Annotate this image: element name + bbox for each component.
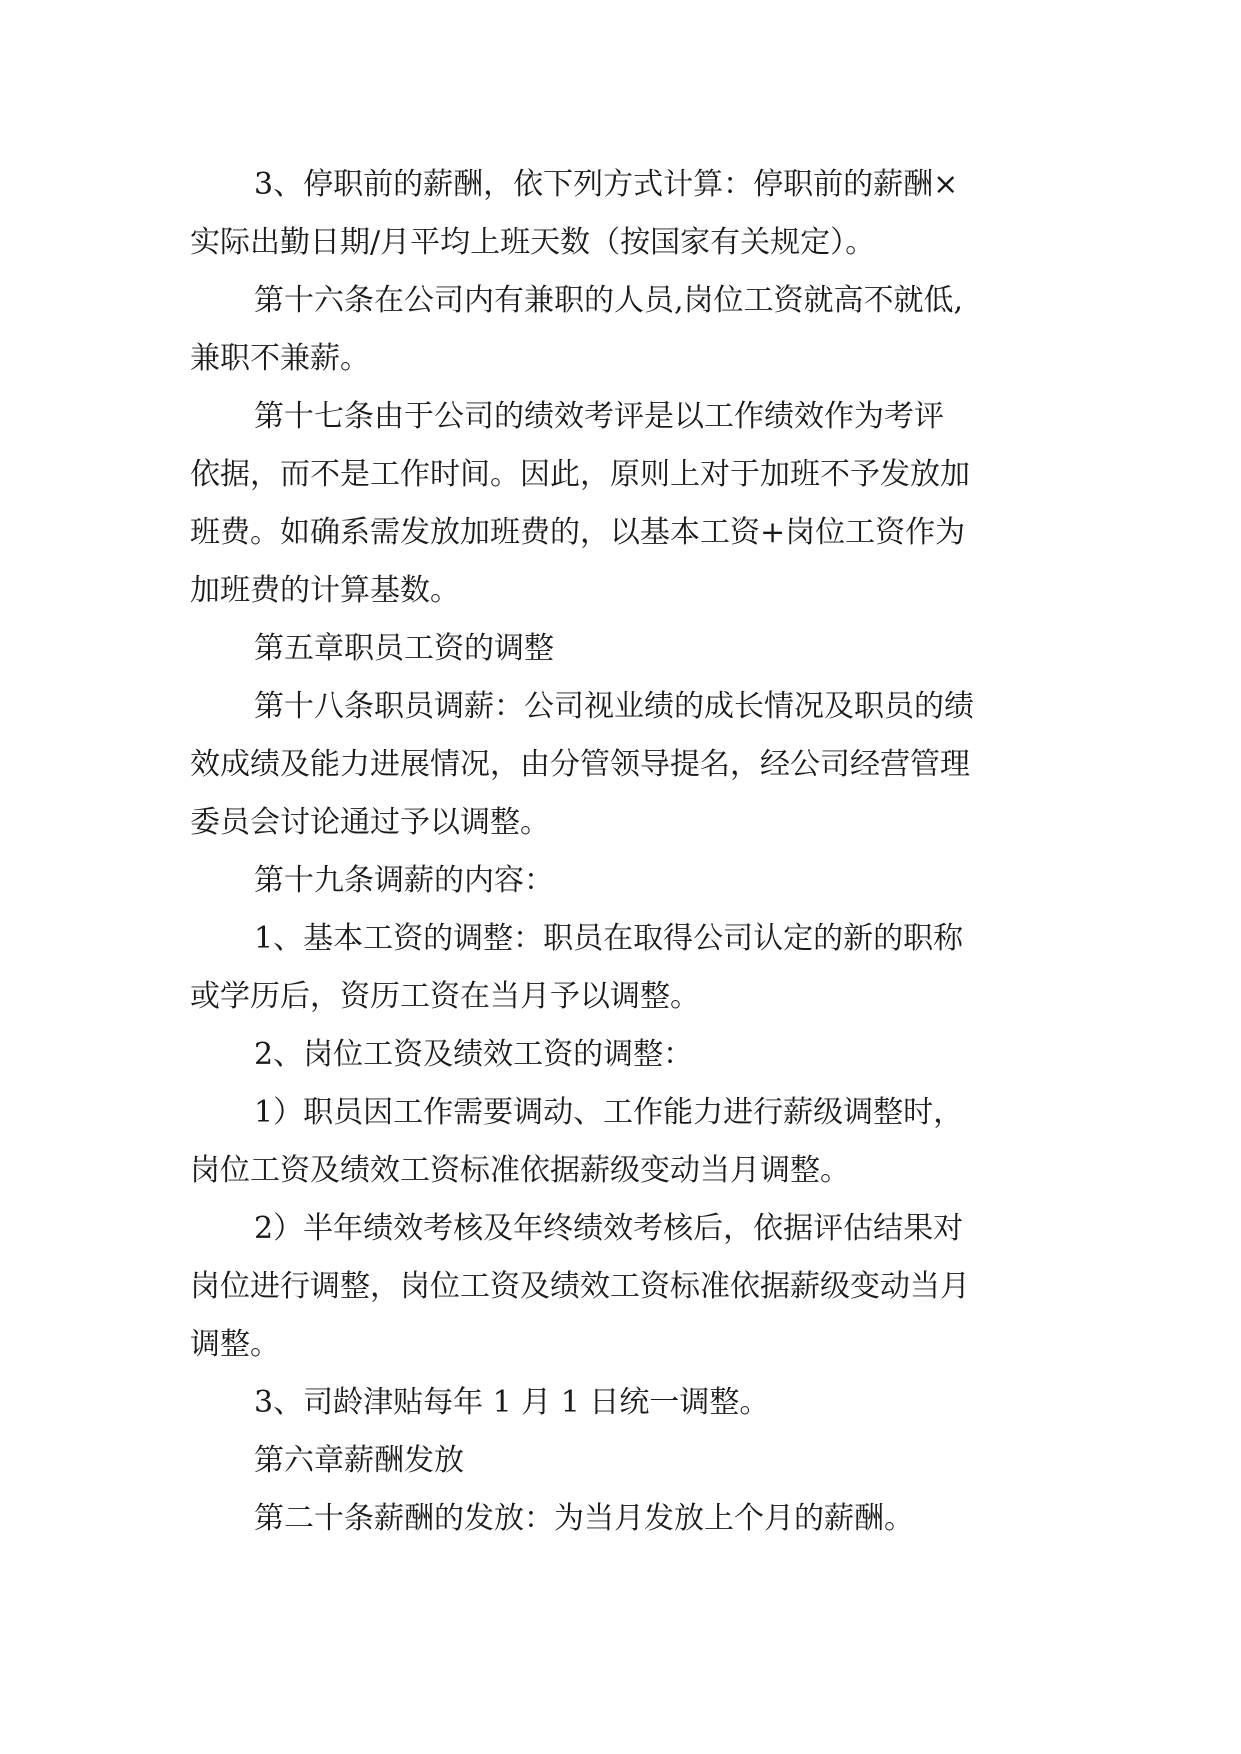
paragraph-line: 加班费的计算基数。 (190, 573, 460, 608)
chapter-heading: 第六章薪酬发放 (254, 1443, 464, 1478)
paragraph-line: 2）半年绩效考核及年终绩效考核后，依据评估结果对 (254, 1211, 964, 1246)
paragraph-line: 岗位进行调整，岗位工资及绩效工资标准依据薪级变动当月 (190, 1269, 970, 1304)
paragraph-line: 1）职员因工作需要调动、工作能力进行薪级调整时， (254, 1095, 964, 1130)
paragraph-line: 1、基本工资的调整：职员在取得公司认定的新的职称 (254, 921, 964, 956)
paragraph-line: 第二十条薪酬的发放：为当月发放上个月的薪酬。 (254, 1501, 914, 1536)
paragraph-line: 兼职不兼薪。 (190, 341, 370, 376)
paragraph-line: 岗位工资及绩效工资标准依据薪级变动当月调整。 (190, 1153, 850, 1188)
paragraph-line: 3、司龄津贴每年 1 月 1 日统一调整。 (254, 1385, 770, 1420)
chapter-heading: 第五章职员工资的调整 (254, 631, 554, 666)
paragraph-line: 第十八条职员调薪：公司视业绩的成长情况及职员的绩 (254, 689, 974, 724)
paragraph-line: 效成绩及能力进展情况，由分管领导提名，经公司经营管理 (190, 747, 970, 782)
paragraph-line: 2、岗位工资及绩效工资的调整： (254, 1037, 694, 1072)
paragraph-line: 调整。 (190, 1327, 280, 1362)
paragraph-line: 第十七条由于公司的绩效考评是以工作绩效作为考评 (254, 399, 944, 434)
paragraph-line: 第十九条调薪的内容： (254, 863, 554, 898)
paragraph-line: 班费。如确系需发放加班费的，以基本工资+岗位工资作为 (190, 515, 966, 550)
paragraph-line: 依据，而不是工作时间。因此，原则上对于加班不予发放加 (190, 457, 970, 492)
paragraph-line: 实际出勤日期/月平均上班天数（按国家有关规定）。 (190, 225, 876, 260)
paragraph-line: 委员会讨论通过予以调整。 (190, 805, 550, 840)
paragraph-line: 第十六条在公司内有兼职的人员,岗位工资就高不就低, (254, 283, 964, 318)
paragraph-line: 或学历后，资历工资在当月予以调整。 (190, 979, 700, 1014)
paragraph-line: 3、停职前的薪酬，依下列方式计算：停职前的薪酬× (254, 167, 959, 202)
